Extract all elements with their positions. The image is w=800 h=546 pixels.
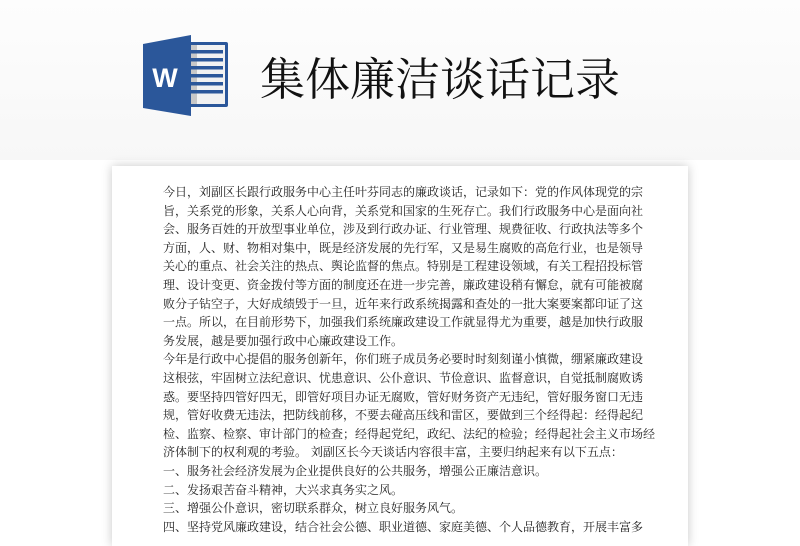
document-text-line: 一点。所以，在目前形势下，加强我们系统廉政建设工作就显得尤为重要，越是加快行政服 xyxy=(163,315,644,330)
document-text-line: 检、监察、检察、审计部门的检查；经得起党纪，政纪、法纪的检验；经得起社会主义市场经 xyxy=(163,426,656,441)
document-text-line: 一、服务社会经济发展为企业提供良好的公共服务，增强公正廉洁意识。 xyxy=(163,463,548,478)
document-text-line: 旨，关系党的形象，关系人心向背，关系党和国家的生死存亡。我们行政服务中心是面向社 xyxy=(163,203,644,218)
word-icon-letter: W xyxy=(152,63,178,93)
document-text-line: 务发展，越是要加强行政中心廉政建设工作。 xyxy=(163,333,404,348)
document-text-line: 规，管好收费无违法，把防线前移，不要去碰高压线和雷区，要做到三个经得起：经得起纪 xyxy=(163,408,644,423)
document-text-line: 济体制下的权利观的考验。 刘副区长今天谈话内容很丰富，主要归纳起来有以下五点： xyxy=(163,445,623,460)
document-text-line: 今年是行政中心提倡的服务创新年，你们班子成员务必要时时刻刻谨小慎微，绷紧廉政建设 xyxy=(163,352,644,367)
document-text-line: 今日，刘副区长跟行政服务中心主任叶芬同志的廉政谈话，记录如下：党的作风体现党的宗 xyxy=(163,185,644,199)
page-title: 集体廉洁谈话记录 xyxy=(260,53,621,106)
document-body xyxy=(163,183,656,536)
document-text-line: 会、服务百姓的开放型事业单位，涉及到行政办证、行业管理、规费征收、行政执法等多个 xyxy=(163,222,644,237)
document-text-line: 理、设计变更、资金拨付等方面的制度还在进一步完善，廉政建设稍有懈怠，就有可能被腐 xyxy=(163,277,644,292)
document-text-line: 关心的重点、社会关注的热点、舆论监督的焦点。特别是工程建设领域，有关工程招投标管 xyxy=(163,259,644,274)
document-text-line: 惑。要坚持四管好四无，即管好项目办证无腐败，管好财务资产无违纪，管好服务窗口无违 xyxy=(163,389,644,404)
document-text-line: 四、坚持党风廉政建设，结合社会公德、职业道德、家庭美德、个人品德教育，开展丰富多 xyxy=(163,519,644,534)
document-text-line: 二、发扬艰苦奋斗精神，大兴求真务实之风。 xyxy=(163,482,404,497)
document-text-line: 败分子钻空子，大好成绩毁于一旦，近年来行政系统揭露和查处的一批大案要案都印证了这 xyxy=(163,296,644,311)
document-text-line: 方面，人、财、物相对集中，既是经济发展的先行军，又是易生腐败的高危行业，也是领导 xyxy=(163,240,644,255)
document-text-line: 三、增强公仆意识，密切联系群众，树立良好服务风气。 xyxy=(163,501,464,516)
document-text-line: 这根弦，牢固树立法纪意识、忧患意识、公仆意识、节俭意识、监督意识，自觉抵制腐败诱 xyxy=(163,370,644,385)
word-document-icon xyxy=(143,35,229,116)
